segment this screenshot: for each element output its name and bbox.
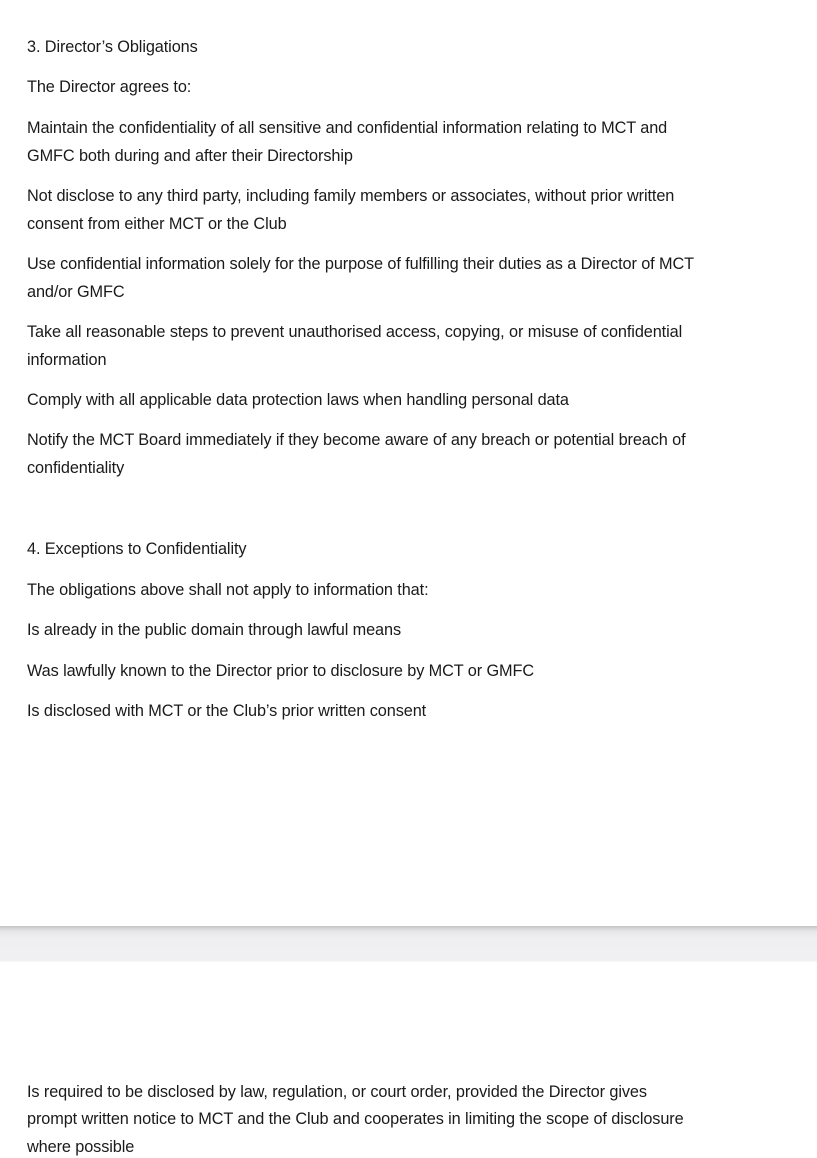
obligation-6-line-2: confidentiality bbox=[27, 459, 125, 477]
obligation-2-line-2: consent from either MCT or the Club bbox=[27, 215, 287, 233]
obligation-1-line-2: GMFC both during and after their Directorship bbox=[27, 147, 353, 165]
obligation-1-line-1: Maintain the confidentiality of all sensitive and confidential information relating to MCT and bbox=[27, 119, 668, 137]
obligation-2-line-1: Not disclose to any third party, including family members or associates, without prior written bbox=[27, 187, 675, 205]
section-3-heading: 3. Director’s Obligations bbox=[27, 38, 198, 56]
page-break-gap bbox=[0, 926, 817, 962]
section-4-intro: The obligations above shall not apply to information that: bbox=[27, 581, 429, 599]
obligation-4-line-1: Take all reasonable steps to prevent unauthorised access, copying, or misuse of confidential bbox=[27, 323, 683, 341]
obligation-3-line-2: and/or GMFC bbox=[27, 283, 125, 301]
exception-3: Is disclosed with MCT or the Club’s prior written consent bbox=[27, 702, 427, 720]
exception-4-line-3: where possible bbox=[27, 1138, 135, 1156]
obligation-3-line-1: Use confidential information solely for the purpose of fulfilling their duties as a Director of MCT bbox=[27, 255, 694, 273]
document-page-2 bbox=[0, 962, 817, 1158]
section-4-heading: 4. Exceptions to Confidentiality bbox=[27, 540, 247, 558]
obligation-6-line-1: Notify the MCT Board immediately if they become aware of any breach or potential breach of bbox=[27, 431, 686, 449]
exception-4-line-2: prompt written notice to MCT and the Club and cooperates in limiting the scope of disclosure bbox=[27, 1110, 684, 1128]
obligation-5-line-1: Comply with all applicable data protection laws when handling personal data bbox=[27, 391, 569, 409]
obligation-4-line-2: information bbox=[27, 351, 107, 369]
section-3-intro: The Director agrees to: bbox=[27, 78, 192, 96]
exception-2: Was lawfully known to the Director prior to disclosure by MCT or GMFC bbox=[27, 662, 535, 680]
exception-4-line-1: Is required to be disclosed by law, regulation, or court order, provided the Director gives bbox=[27, 1083, 647, 1101]
exception-1: Is already in the public domain through lawful means bbox=[27, 621, 402, 639]
